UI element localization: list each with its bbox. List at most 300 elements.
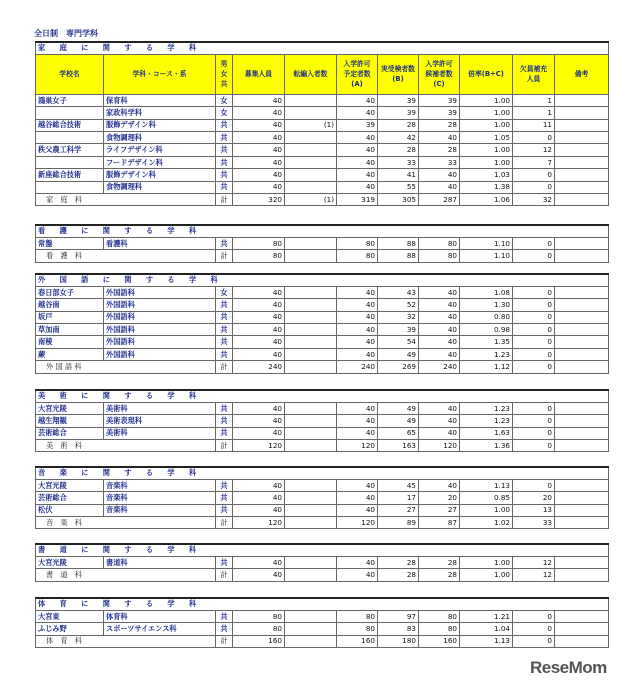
gender: 共: [216, 479, 233, 491]
transfer-count: [285, 492, 337, 504]
examinee-count: 83: [378, 623, 419, 635]
candidate-count: 28: [419, 119, 460, 131]
planned-count: 40: [337, 324, 378, 336]
course-name: 保育科: [104, 94, 216, 106]
total-label: 外 国 語 科: [36, 361, 216, 373]
table-row: [36, 119, 609, 131]
transfer-count: [285, 402, 337, 414]
total-planned: 120: [337, 440, 378, 452]
candidate-count: 39: [419, 94, 460, 106]
table-taiiku: [35, 597, 609, 648]
total-candidates: 120: [419, 440, 460, 452]
transfer-count: (1): [285, 119, 337, 131]
col-ratio: 倍率(B÷C): [460, 54, 513, 94]
transfer-count: [285, 107, 337, 119]
vacancy-count: 11: [513, 119, 555, 131]
capacity: 40: [233, 169, 285, 181]
course-name: 音楽科: [104, 504, 216, 516]
col-capacity: 募集人員: [233, 54, 285, 94]
transfer-count: [285, 479, 337, 491]
page-title: 全日制 専門学科: [34, 29, 98, 38]
examinee-count: 28: [378, 556, 419, 568]
ratio: 1.23: [460, 402, 513, 414]
table-row: [36, 402, 609, 414]
notes: [555, 623, 609, 635]
total-label: 家 庭 科: [36, 194, 216, 206]
total-row: [36, 635, 609, 647]
total-vacancy: 33: [513, 517, 555, 529]
total-row: [36, 517, 609, 529]
vacancy-count: 0: [513, 610, 555, 622]
col-examinees: 実受検者数 (B): [378, 54, 419, 94]
gender: 女: [216, 94, 233, 106]
total-examinees: 305: [378, 194, 419, 206]
transfer-count: [285, 132, 337, 144]
gender: 共: [216, 156, 233, 168]
section-title: 美 術 に 関 す る 学 科: [38, 391, 197, 401]
capacity: 40: [233, 156, 285, 168]
notes: [555, 299, 609, 311]
transfer-count: [285, 237, 337, 249]
section-title: 書 道 に 関 す る 学 科: [38, 545, 197, 555]
candidate-count: 40: [419, 181, 460, 193]
vacancy-count: 7: [513, 156, 555, 168]
total-candidates: 80: [419, 250, 460, 262]
planned-count: 40: [337, 427, 378, 439]
planned-count: 40: [337, 504, 378, 516]
notes: [555, 324, 609, 336]
planned-count: 80: [337, 610, 378, 622]
total-transfer: [285, 440, 337, 452]
gender: 共: [216, 311, 233, 323]
gender: 共: [216, 504, 233, 516]
notes: [555, 94, 609, 106]
examinee-count: 54: [378, 336, 419, 348]
ratio: 1.08: [460, 286, 513, 298]
total-examinees: 180: [378, 635, 419, 647]
transfer-count: [285, 299, 337, 311]
total-notes: [555, 517, 609, 529]
total-row: [36, 569, 609, 581]
ratio: 1.00: [460, 504, 513, 516]
candidate-count: 40: [419, 324, 460, 336]
examinee-count: 28: [378, 144, 419, 156]
transfer-count: [285, 336, 337, 348]
total-label: 美 術 科: [36, 440, 216, 452]
examinee-count: 41: [378, 169, 419, 181]
ratio: 1.00: [460, 94, 513, 106]
transfer-count: [285, 610, 337, 622]
table-row: [36, 556, 609, 568]
transfer-count: [285, 556, 337, 568]
candidate-count: 40: [419, 479, 460, 491]
capacity: 40: [233, 181, 285, 193]
ratio: 1.30: [460, 299, 513, 311]
table-row: [36, 169, 609, 181]
vacancy-count: 0: [513, 415, 555, 427]
total-examinees: 163: [378, 440, 419, 452]
table-row: [36, 427, 609, 439]
gender: 共: [216, 402, 233, 414]
col-vacancy: 欠員補充 人員: [513, 54, 555, 94]
col-course: 学科・コース・系: [104, 54, 216, 94]
course-name: 音楽科: [104, 492, 216, 504]
table-row: [36, 492, 609, 504]
total-notes: [555, 635, 609, 647]
capacity: 40: [233, 556, 285, 568]
total-notes: [555, 440, 609, 452]
gender: 共: [216, 132, 233, 144]
planned-count: 40: [337, 107, 378, 119]
total-row: [36, 361, 609, 373]
notes: [555, 504, 609, 516]
table-katei: [35, 41, 609, 206]
examinee-count: 52: [378, 299, 419, 311]
total-notes: [555, 361, 609, 373]
total-capacity: 40: [233, 569, 285, 581]
vacancy-count: 0: [513, 132, 555, 144]
capacity: 40: [233, 504, 285, 516]
total-label: 書 道 科: [36, 569, 216, 581]
col-notes: 備考: [555, 54, 609, 94]
notes: [555, 119, 609, 131]
school-name: 秩父農工科学: [36, 144, 104, 156]
vacancy-count: 0: [513, 324, 555, 336]
planned-count: 40: [337, 336, 378, 348]
school-name: 大宮光陵: [36, 402, 104, 414]
gender: 女: [216, 107, 233, 119]
notes: [555, 610, 609, 622]
candidate-count: 40: [419, 286, 460, 298]
table-kango: [35, 224, 609, 263]
vacancy-count: 0: [513, 299, 555, 311]
examinee-count: 43: [378, 286, 419, 298]
total-label: 看 護 科: [36, 250, 216, 262]
examinee-count: 65: [378, 427, 419, 439]
school-name: 春日部女子: [36, 286, 104, 298]
candidate-count: 40: [419, 402, 460, 414]
transfer-count: [285, 623, 337, 635]
ratio: 1.21: [460, 610, 513, 622]
section-title: 外 国 語 に 関 す る 学 科: [38, 275, 218, 285]
total-candidates: 28: [419, 569, 460, 581]
total-mark: 計: [216, 569, 233, 581]
notes: [555, 427, 609, 439]
school-name: 大宮東: [36, 610, 104, 622]
table-row: [36, 504, 609, 516]
capacity: 40: [233, 94, 285, 106]
planned-count: 80: [337, 623, 378, 635]
planned-count: 40: [337, 144, 378, 156]
examinee-count: 28: [378, 119, 419, 131]
vacancy-count: 0: [513, 623, 555, 635]
gender: 女: [216, 286, 233, 298]
total-capacity: 80: [233, 250, 285, 262]
capacity: 80: [233, 237, 285, 249]
course-name: 外国語科: [104, 311, 216, 323]
candidate-count: 27: [419, 504, 460, 516]
course-name: 外国語科: [104, 286, 216, 298]
ratio: 1.23: [460, 348, 513, 360]
vacancy-count: 0: [513, 402, 555, 414]
notes: [555, 132, 609, 144]
ratio: 1.00: [460, 144, 513, 156]
planned-count: 40: [337, 492, 378, 504]
total-ratio: 1.06: [460, 194, 513, 206]
transfer-count: [285, 94, 337, 106]
total-vacancy: 0: [513, 250, 555, 262]
candidate-count: 40: [419, 299, 460, 311]
total-ratio: 1.13: [460, 635, 513, 647]
total-transfer: (1): [285, 194, 337, 206]
section-title: 看 護 に 関 す る 学 科: [38, 226, 197, 236]
planned-count: 40: [337, 156, 378, 168]
section-title: 音 楽 に 関 す る 学 科: [38, 468, 197, 478]
notes: [555, 479, 609, 491]
school-name: 南稜: [36, 336, 104, 348]
total-planned: 160: [337, 635, 378, 647]
transfer-count: [285, 311, 337, 323]
planned-count: 40: [337, 94, 378, 106]
vacancy-count: 1: [513, 107, 555, 119]
table-bijutsu: [35, 389, 609, 452]
ratio: 0.80: [460, 311, 513, 323]
candidate-count: 33: [419, 156, 460, 168]
transfer-count: [285, 286, 337, 298]
school-name: 大宮光陵: [36, 479, 104, 491]
course-name: 外国語科: [104, 299, 216, 311]
notes: [555, 181, 609, 193]
examinee-count: 33: [378, 156, 419, 168]
vacancy-count: 0: [513, 336, 555, 348]
capacity: 40: [233, 311, 285, 323]
col-gender: 男 女 共: [216, 54, 233, 94]
candidate-count: 80: [419, 237, 460, 249]
candidate-count: 39: [419, 107, 460, 119]
gender: 共: [216, 336, 233, 348]
col-planned: 入学許可 予定者数 (A): [337, 54, 378, 94]
col-candidates: 入学許可 候補者数 (C): [419, 54, 460, 94]
transfer-count: [285, 156, 337, 168]
ratio: 1.35: [460, 336, 513, 348]
capacity: 40: [233, 132, 285, 144]
course-name: 美術表現科: [104, 415, 216, 427]
vacancy-count: 0: [513, 348, 555, 360]
table-gaikokugo: [35, 273, 609, 374]
gender: 共: [216, 348, 233, 360]
planned-count: 40: [337, 311, 378, 323]
candidate-count: 80: [419, 623, 460, 635]
table-row: [36, 311, 609, 323]
examinee-count: 42: [378, 132, 419, 144]
total-planned: 240: [337, 361, 378, 373]
total-examinees: 89: [378, 517, 419, 529]
section-title: 体 育 に 関 す る 学 科: [38, 599, 197, 609]
total-vacancy: 0: [513, 361, 555, 373]
candidate-count: 80: [419, 610, 460, 622]
vacancy-count: 13: [513, 504, 555, 516]
candidate-count: 40: [419, 132, 460, 144]
vacancy-count: 12: [513, 556, 555, 568]
total-label: 体 育 科: [36, 635, 216, 647]
candidate-count: 40: [419, 348, 460, 360]
ratio: 1.00: [460, 119, 513, 131]
gender: 共: [216, 299, 233, 311]
school-name: 鴻巣女子: [36, 94, 104, 106]
course-name: フードデザイン科: [104, 156, 216, 168]
school-name: [36, 156, 104, 168]
vacancy-count: 20: [513, 492, 555, 504]
table-row: [36, 324, 609, 336]
transfer-count: [285, 144, 337, 156]
school-name: 芸術総合: [36, 492, 104, 504]
total-label: 音 楽 科: [36, 517, 216, 529]
total-vacancy: 32: [513, 194, 555, 206]
school-name: 新座総合技術: [36, 169, 104, 181]
school-name: [36, 107, 104, 119]
table-row: [36, 299, 609, 311]
ratio: 1.00: [460, 156, 513, 168]
total-notes: [555, 569, 609, 581]
course-name: 家政科学科: [104, 107, 216, 119]
capacity: 40: [233, 119, 285, 131]
school-name: 大宮光陵: [36, 556, 104, 568]
table-row: [36, 144, 609, 156]
total-mark: 計: [216, 250, 233, 262]
total-vacancy: 12: [513, 569, 555, 581]
capacity: 40: [233, 299, 285, 311]
examinee-count: 39: [378, 94, 419, 106]
total-candidates: 240: [419, 361, 460, 373]
header-row: [36, 54, 609, 94]
capacity: 40: [233, 336, 285, 348]
course-name: 美術科: [104, 427, 216, 439]
planned-count: 40: [337, 181, 378, 193]
planned-count: 40: [337, 415, 378, 427]
planned-count: 40: [337, 556, 378, 568]
gender: 共: [216, 492, 233, 504]
table-row: [36, 286, 609, 298]
col-transfer: 転編入者数: [285, 54, 337, 94]
notes: [555, 348, 609, 360]
transfer-count: [285, 169, 337, 181]
total-planned: 40: [337, 569, 378, 581]
course-name: 体育科: [104, 610, 216, 622]
gender: 共: [216, 119, 233, 131]
vacancy-count: 0: [513, 169, 555, 181]
table-row: [36, 156, 609, 168]
planned-count: 40: [337, 479, 378, 491]
total-capacity: 120: [233, 517, 285, 529]
course-name: 外国語科: [104, 348, 216, 360]
total-planned: 80: [337, 250, 378, 262]
vacancy-count: 0: [513, 237, 555, 249]
resemom-logo: ReseMom: [530, 658, 607, 677]
notes: [555, 107, 609, 119]
total-ratio: 1.12: [460, 361, 513, 373]
total-planned: 319: [337, 194, 378, 206]
total-transfer: [285, 250, 337, 262]
total-transfer: [285, 517, 337, 529]
examinee-count: 49: [378, 402, 419, 414]
total-row: [36, 440, 609, 452]
total-examinees: 269: [378, 361, 419, 373]
total-mark: 計: [216, 440, 233, 452]
total-candidates: 287: [419, 194, 460, 206]
total-ratio: 1.36: [460, 440, 513, 452]
notes: [555, 156, 609, 168]
capacity: 40: [233, 107, 285, 119]
course-name: 美術科: [104, 402, 216, 414]
examinee-count: 88: [378, 237, 419, 249]
notes: [555, 169, 609, 181]
total-ratio: 1.02: [460, 517, 513, 529]
course-name: 服飾デザイン科: [104, 169, 216, 181]
vacancy-count: 1: [513, 94, 555, 106]
course-name: ライフデザイン科: [104, 144, 216, 156]
examinee-count: 32: [378, 311, 419, 323]
capacity: 40: [233, 479, 285, 491]
school-name: 松伏: [36, 504, 104, 516]
col-school: 学校名: [36, 54, 104, 94]
total-mark: 計: [216, 361, 233, 373]
course-name: 看護科: [104, 237, 216, 249]
table-row: [36, 107, 609, 119]
transfer-count: [285, 427, 337, 439]
examinee-count: 55: [378, 181, 419, 193]
total-notes: [555, 250, 609, 262]
notes: [555, 556, 609, 568]
gender: 共: [216, 427, 233, 439]
gender: 共: [216, 623, 233, 635]
examinee-count: 49: [378, 348, 419, 360]
course-name: 食物調理科: [104, 132, 216, 144]
ratio: 1.63: [460, 427, 513, 439]
candidate-count: 28: [419, 556, 460, 568]
capacity: 40: [233, 324, 285, 336]
capacity: 40: [233, 415, 285, 427]
course-name: 服飾デザイン科: [104, 119, 216, 131]
examinee-count: 49: [378, 415, 419, 427]
ratio: 1.03: [460, 169, 513, 181]
school-name: 常盤: [36, 237, 104, 249]
planned-count: 40: [337, 286, 378, 298]
gender: 共: [216, 237, 233, 249]
total-row: [36, 250, 609, 262]
gender: 共: [216, 556, 233, 568]
ratio: 1.05: [460, 132, 513, 144]
total-capacity: 240: [233, 361, 285, 373]
total-transfer: [285, 569, 337, 581]
examinee-count: 39: [378, 107, 419, 119]
notes: [555, 144, 609, 156]
total-candidates: 87: [419, 517, 460, 529]
table-row: [36, 348, 609, 360]
table-shodo: [35, 543, 609, 582]
vacancy-count: 0: [513, 311, 555, 323]
gender: 共: [216, 169, 233, 181]
transfer-count: [285, 324, 337, 336]
transfer-count: [285, 348, 337, 360]
ratio: 1.04: [460, 623, 513, 635]
gender: 共: [216, 144, 233, 156]
notes: [555, 286, 609, 298]
total-ratio: 1.10: [460, 250, 513, 262]
notes: [555, 415, 609, 427]
candidate-count: 40: [419, 427, 460, 439]
total-transfer: [285, 361, 337, 373]
ratio: 0.98: [460, 324, 513, 336]
